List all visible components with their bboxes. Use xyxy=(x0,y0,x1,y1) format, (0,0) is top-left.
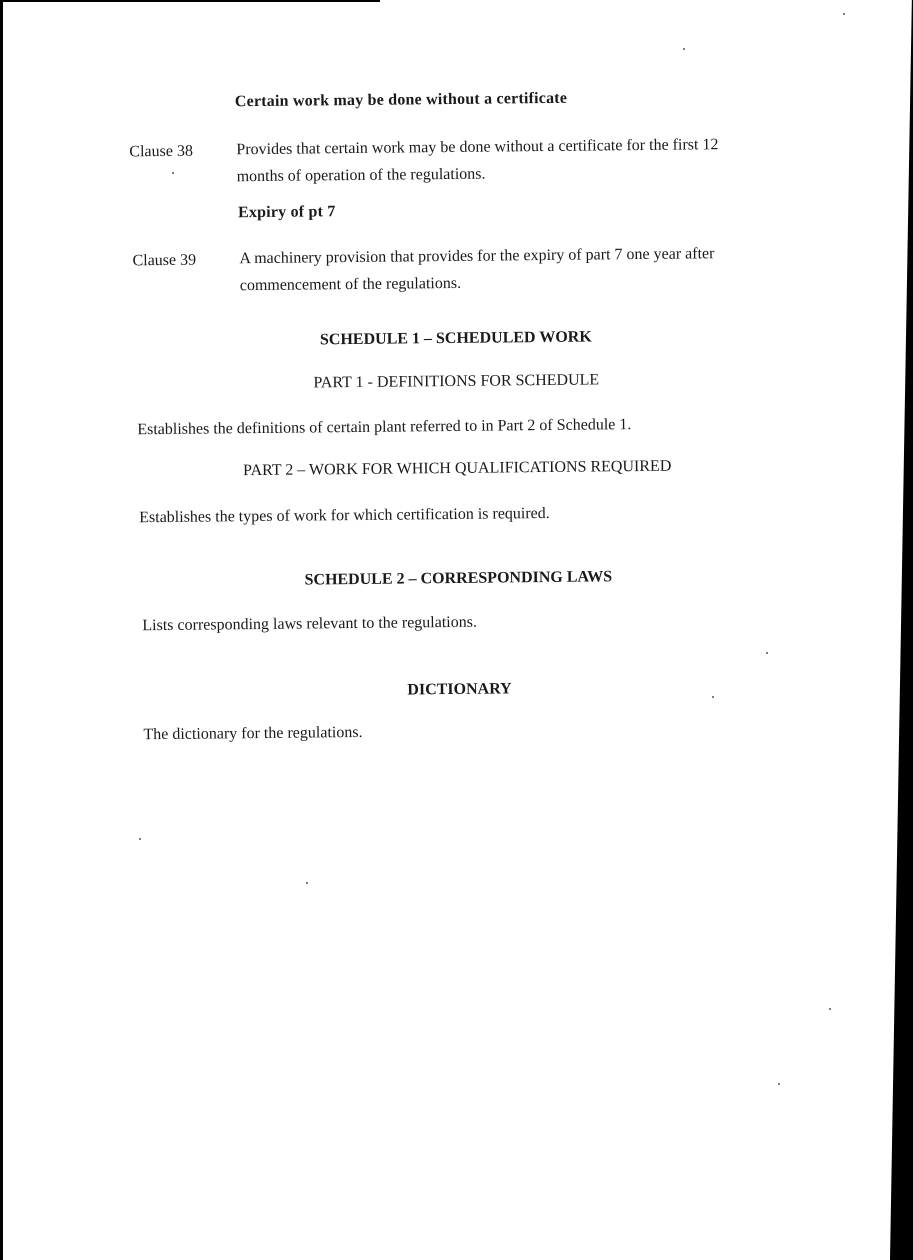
schedule-1-part-2-text: Establishes the types of work for which certification is required. xyxy=(139,504,550,527)
schedule-1-part-1-text: Establishes the definitions of certain plant referred to in Part 2 of Schedule 1. xyxy=(137,416,632,439)
dictionary-text: The dictionary for the regulations. xyxy=(143,723,363,744)
clause-39-line-1: A machinery provision that provides for the expiry of part 7 one year after xyxy=(239,245,715,268)
dictionary-title: DICTIONARY xyxy=(407,680,512,699)
schedule-1-part-2-title: PART 2 – WORK FOR WHICH QUALIFICATIONS REQUIRED xyxy=(242,457,672,480)
schedule-1-part-1-title: PART 1 - DEFINITIONS FOR SCHEDULE xyxy=(313,371,600,392)
heading-certain-work: Certain work may be done without a certificate xyxy=(234,89,568,111)
clause-38-line-2: months of operation of the regulations. xyxy=(236,165,486,186)
heading-expiry: Expiry of pt 7 xyxy=(237,203,336,222)
clause-38-label: Clause 38 xyxy=(129,142,194,161)
clause-39-line-2: commencement of the regulations. xyxy=(239,274,462,295)
schedule-2-title: SCHEDULE 2 – CORRESPONDING LAWS xyxy=(304,568,613,589)
clause-39-text xyxy=(239,239,800,299)
clause-38-line-1: Provides that certain work may be done without a certificate for the first 12 xyxy=(236,136,719,159)
clause-39-label: Clause 39 xyxy=(132,251,197,270)
schedule-1-title: SCHEDULE 1 – SCHEDULED WORK xyxy=(319,328,592,349)
schedule-2-text: Lists corresponding laws relevant to the regulations. xyxy=(142,613,478,635)
clause-38-text xyxy=(236,130,797,190)
